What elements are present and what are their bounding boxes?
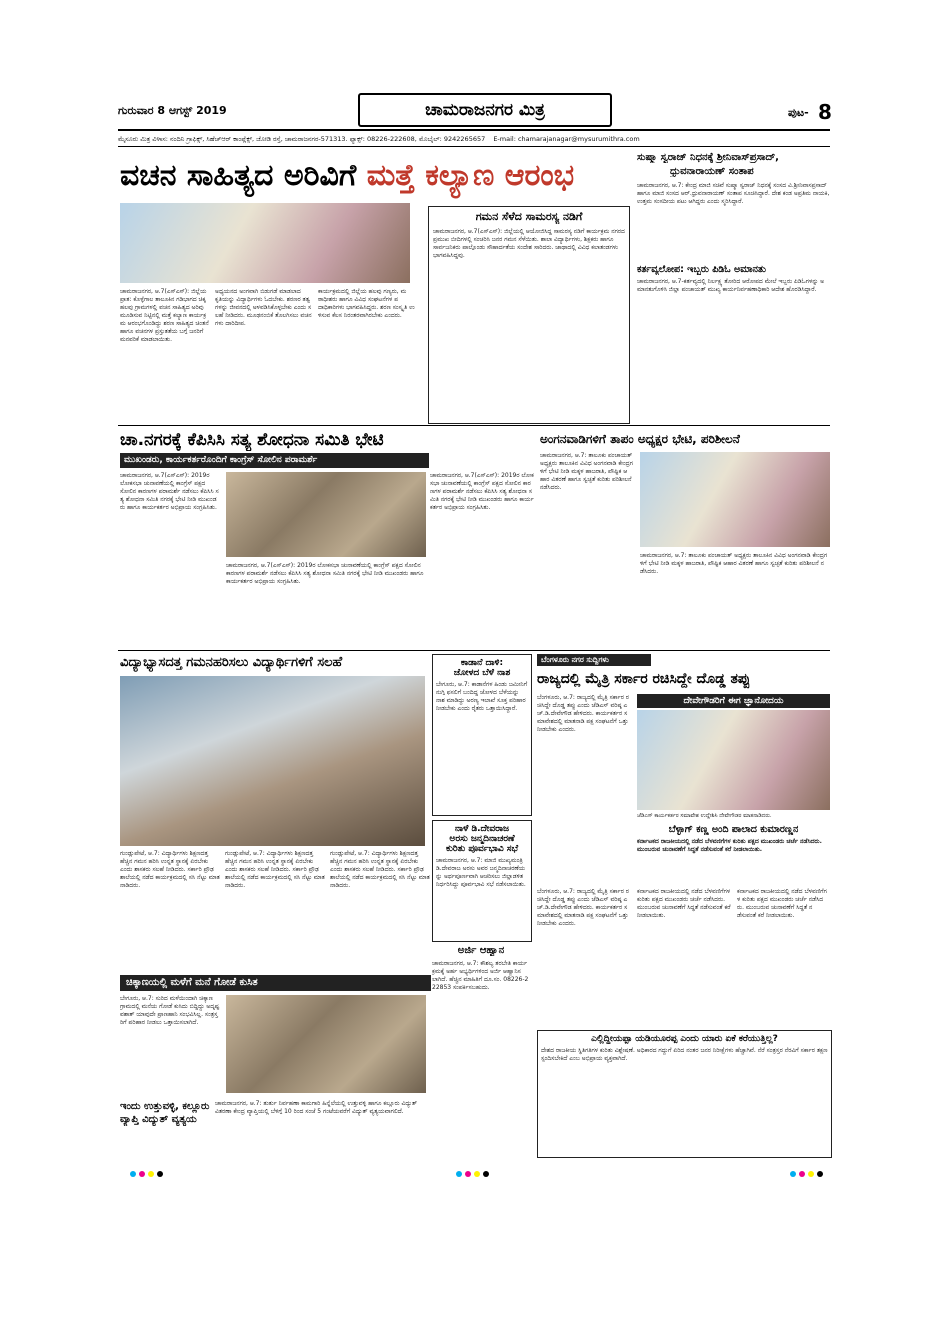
gamana-headline: ಗಮನ ಸೆಳೆದ ಸಾಮರಸ್ಯ ನಡಿಗೆ [475,210,583,223]
anganwadi-body: ಚಾಮರಾಜನಗರ, ಆ.7: ತಾಲೂಕು ಪಂಚಾಯತ್ ಅಧ್ಯಕ್ಷರು ತಾಲೂಕಿನ ವಿವಿಧ ಅಂಗನವಾಡಿ ಕೇಂದ್ರಗಳಿಗೆ ಭೇಟಿ ನೀಡಿ ಮಕ್ಕಳ ಹಾಜರಾತಿ, ಪೌಷ್ಟಿಕ ಆಹಾರ ವಿತರಣೆ ಹಾಗೂ ಸ್ವಚ್ಛತೆ ಕುರಿತು ಪರಿಶೀಲನೆ ನಡೆಸಿದರು. [540,452,634,491]
yaddyurappa-body: ದೇಶದ ರಾಜಕೀಯ ಸ್ಥಿತಿಗತಿಗಳ ಕುರಿತು ವಿಶ್ಲೇಷಣೆ. ಅಧಿಕಾರದ ಗದ್ದುಗೆ ಏರಿದ ನಂತರ ಜನರ ನಿರೀಕ್ಷೆಗಳು ಹೆಚ್ಚಾಗಿವೆ. ನೆರೆ ಸಂತ್ರಸ್ತರ ನೆರವಿಗೆ ಸರ್ಕಾರ ತಕ್ಷಣ ಸ್ಪಂದಿಸಬೇಕಿದೆ ಎಂಬ ಅಭಿಪ್ರಾಯ ವ್ಯಕ್ತವಾಗಿದೆ. [541,1047,828,1062]
kpcc-headline: ಚಾ.ನಗರಕ್ಕೆ ಕೆಪಿಸಿಸಿ ಸತ್ಯ ಶೋಧನಾ ಸಮಿತಿ ಭೇಟಿ [120,430,384,450]
maitri-headline: ರಾಜ್ಯದಲ್ಲಿ ಮೈತ್ರಿ ಸರ್ಕಾರ ರಚಿಸಿದ್ದೇ ದೊಡ್ಡ ತಪ್ಪು [537,671,751,687]
maitri-body: ಬೆಂಗಳೂರು, ಆ.7: ರಾಜ್ಯದಲ್ಲಿ ಮೈತ್ರಿ ಸರ್ಕಾರ ರಚಿಸಿದ್ದೇ ದೊಡ್ಡ ತಪ್ಪು ಎಂದು ಜೆಡಿಎಸ್ ವರಿಷ್ಠ ಎಚ್.ಡಿ.ದೇವೇಗೌಡ ಹೇಳಿದರು. ಕಾರ್ಯಕರ್ತರ ಸಮಾವೇಶದಲ್ಲಿ ಮಾತನಾಡಿ ಪಕ್ಷ ಸಂಘಟನೆಗೆ ಒತ್ತು ನೀಡಬೇಕು ಎಂದರು. [537,694,629,733]
power-body: ಚಾಮರಾಜನಗರ, ಆ.7: ತುರ್ತು ನಿರ್ವಹಣಾ ಕಾಮಗಾರಿ ಹಿನ್ನೆಲೆಯಲ್ಲಿ ಉತ್ತುವಳ್ಳಿ ಹಾಗೂ ಕಲ್ಲೂರು ವಿದ್ಯುತ್ ವಿತರಣಾ ಕೇಂದ್ರ ವ್ಯಾಪ್ತಿಯಲ್ಲಿ ಬೆಳಿಗ್ಗೆ 10 ರಿಂದ ಸಂಜೆ 5 ಗಂಟೆಯವರೆಗೆ ವಿದ್ಯುತ್ ವ್ಯತ್ಯಯವಾಗಲಿದೆ. [215,1100,418,1115]
kadane-body: ಬೇಗೂರು, ಆ.7: ಕಾಡಾನೆಗಳ ಹಿಂಡು ಜಮೀನಿಗೆ ನುಗ್ಗಿ ಫಸಲಿಗೆ ಬಂದಿದ್ದ ಜೋಳದ ಬೆಳೆಯನ್ನು ನಾಶ ಮಾಡಿದ್ದು ಅರಣ್ಯ ಇಲಾಖೆ ಸೂಕ್ತ ಪರಿಹಾರ ನೀಡಬೇಕು ಎಂದು ರೈತರು ಒತ್ತಾಯಿಸಿದ್ದಾರೆ. [436,681,528,712]
kadane-headline: ಜೋಳದ ಬೆಳೆ ನಾಶ [453,668,511,678]
devegowda-subhead: ದೇವೇಗೌಡರಿಗೆ ಈಗ ಜ್ಞಾನೋದಯ [637,694,830,708]
yaddyurappa-box [537,1030,832,1158]
sushma-headline: ಸುಷ್ಮಾ ಸ್ವರಾಜ್ ನಿಧನಕ್ಕೆ ಶ್ರೀನಿವಾಸ್‌ಪ್ರಸಾದ್, [637,152,779,163]
kumaraswamy-body-3: ಕರ್ನಾಟಕದ ರಾಜಕೀಯದಲ್ಲಿ ನಡೆದ ಬೆಳವಣಿಗೆಗಳ ಕುರಿತು ಪಕ್ಷದ ಮುಖಂಡರು ಚರ್ಚೆ ನಡೆಸಿದರು. ಮುಂಬರುವ ಚುನಾವಣೆಗೆ ಸಿದ್ಧತೆ ನಡೆಸುವಂತೆ ಕರೆ ನೀಡಲಾಯಿತು. [737,888,827,919]
arji-body: ಚಾಮರಾಜನಗರ, ಆ.7: ಕೌಶಲ್ಯ ತರಬೇತಿ ಕಾರ್ಯಕ್ರಮಕ್ಕೆ ಅರ್ಹ ಅಭ್ಯರ್ಥಿಗಳಿಂದ ಅರ್ಜಿ ಆಹ್ವಾನಿಸಲಾಗಿದೆ. ಹೆಚ್ಚಿನ ಮಾಹಿತಿಗೆ ದೂ.ಸಂ. 08226-222853 ಸಂಪರ್ಕಿಸಬಹುದು. [432,960,529,991]
sushma-subhead: ಧ್ರುವನಾರಾಯಣ್ ಸಂತಾಪ [670,166,754,177]
students-body: ಗುಂಡ್ಲುಪೇಟೆ, ಆ.7: ವಿದ್ಯಾರ್ಥಿಗಳು ಶಿಕ್ಷಣದತ್ತ ಹೆಚ್ಚಿನ ಗಮನ ಹರಿಸಿ ಉನ್ನತ ಸ್ಥಾನಕ್ಕೆ ಏರಬೇಕು ಎಂದು ಶಾಸಕರು ಸಲಹೆ ನೀಡಿದರು. ಸರ್ಕಾರಿ ಪ್ರೌಢಶಾಲೆಯಲ್ಲಿ ನಡೆದ ಕಾರ್ಯಕ್ರಮದಲ್ಲಿ ಸಸಿ ನೆಟ್ಟು ಮಾತನಾಡಿದರು. [120,850,220,889]
section-rule-1 [118,425,830,426]
maitri-body-2: ಬೆಂಗಳೂರು, ಆ.7: ರಾಜ್ಯದಲ್ಲಿ ಮೈತ್ರಿ ಸರ್ಕಾರ ರಚಿಸಿದ್ದೇ ದೊಡ್ಡ ತಪ್ಪು ಎಂದು ಜೆಡಿಎಸ್ ವರಿಷ್ಠ ಎಚ್.ಡಿ.ದೇವೇಗೌಡ ಹೇಳಿದರು. ಕಾರ್ಯಕರ್ತರ ಸಮಾವೇಶದಲ್ಲಿ ಮಾತನಾಡಿ ಪಕ್ಷ ಸಂಘಟನೆಗೆ ಒತ್ತು ನೀಡಬೇಕು ಎಂದರು. [537,888,629,927]
rain-body: ಬೇಗೂರು, ಆ.7: ಸುರಿದ ಮಳೆಯಿಂದಾಗಿ ಚಿಕ್ಕಾಣ ಗ್ರಾಮದಲ್ಲಿ ಮನೆಯ ಗೋಡೆ ಕುಸಿದು ಬಿದ್ದಿದ್ದು ಅದೃಷ್ಟವಶಾತ್ ಯಾವುದೇ ಪ್ರಾಣಹಾನಿ ಸಂಭವಿಸಿಲ್ಲ. ಸಂತ್ರಸ್ತರಿಗೆ ಪರಿಹಾರ ನೀಡಲು ಒತ್ತಾಯಿಸಲಾಗಿದೆ. [120,995,220,1026]
kpcc-photo [226,472,426,557]
kumaraswamy-headline: ಬೆಳ್ಳಾಗ್ ಕಣ್ಣ ಅಂದಿ ಪಾಲಾದ ಕುಮಾರಣ್ಣನ [668,824,799,835]
devaraj-body: ಚಾಮರಾಜನಗರ, ಆ.7: ಮಾಜಿ ಮುಖ್ಯಮಂತ್ರಿ ಡಿ.ದೇವರಾಜ ಅರಸು ಅವರ ಜನ್ಮದಿನಾಚರಣೆಯನ್ನು ಅರ್ಥಪೂರ್ಣವಾಗಿ ಆಚರಿಸಲು ಜಿಲ್ಲಾಡಳಿತ ನಿರ್ಧರಿಸಿದ್ದು ಪೂರ್ವಭಾವಿ ಸಭೆ ನಡೆಸಲಾಯಿತು. [436,857,526,888]
lead-col2: ಅಧ್ಯಯನದ ಅಂಗವಾಗಿ ಬಿಡುಗಡೆ ಮಾಡಲಾದ ಕೃತಿಯನ್ನು ವಿದ್ಯಾರ್ಥಿಗಳು ಓದಬೇಕು. ಶರಣರ ತತ್ವಗಳನ್ನು ಜೀವನದಲ್ಲಿ ಅಳವಡಿಸಿಕೊಳ್ಳಬೇಕು ಎಂದು ಸಲಹೆ ನೀಡಿದರು. ಮೂಢನಂಬಿಕೆ ತೊಲಗಿಸಲು ವಚನಗಳು ದಾರಿದೀಪ. [215,288,312,327]
power-note: ಇಂದು ಉತ್ತುವಳ್ಳಿ, ಕಲ್ಲೂರು ವ್ಯಾಪ್ತಿ ವಿದ್ಯುತ್ ವ್ಯತ್ಯಯ [120,1101,210,1125]
color-registration-marks-left [130,1162,166,1181]
students-body-3: ಗುಂಡ್ಲುಪೇಟೆ, ಆ.7: ವಿದ್ಯಾರ್ಥಿಗಳು ಶಿಕ್ಷಣದತ್ತ ಹೆಚ್ಚಿನ ಗಮನ ಹರಿಸಿ ಉನ್ನತ ಸ್ಥಾನಕ್ಕೆ ಏರಬೇಕು ಎಂದು ಶಾಸಕರು ಸಲಹೆ ನೀಡಿದರು. ಸರ್ಕಾರಿ ಪ್ರೌಢಶಾಲೆಯಲ್ಲಿ ನಡೆದ ಕಾರ್ಯಕ್ರಮದಲ್ಲಿ ಸಸಿ ನೆಟ್ಟು ಮಾತನಾಡಿದರು. [330,850,430,889]
address-line: ಮೈಸೂರು ಮಿತ್ರ ವಿಳಾಸ: ನಂದಿನಿ ಗ್ರಾಫಿಕ್ಸ್, ಸಿಹೆಚ್‌ಆರ್ ಕಾಂಪ್ಲೆಕ್ಸ್, ಜೋಡಿ ರಸ್ತೆ, ಚಾಮರಾಜನಗರ-571313. ಫ್ಯಾಕ್ಸ್: 08226-222608, ಮೊಬೈಲ್: 9242265657 [118,135,486,143]
arji-headline: ಅರ್ಜಿ ಆಹ್ವಾನ [457,945,505,956]
rain-headline: ಚಿಕ್ಕಾಣಯಲ್ಲಿ ಮಳೆಗೆ ಮನೆ ಗೋಡೆ ಕುಸಿತ [120,975,431,991]
anganwadi-photo [640,452,830,547]
anganwadi-headline: ಅಂಗನವಾಡಿಗಳಿಗೆ ತಾಪಂ ಅಧ್ಯಕ್ಷರ ಭೇಟಿ, ಪರಿಶೀಲನೆ [540,432,740,446]
paper-name-box [358,93,612,127]
masthead-rule [118,129,830,131]
lead-col1: ಚಾಮರಾಜನಗರ, ಆ.7(ಎಸ್‌ಎಸ್): ಜಿಲ್ಲೆಯ ಪ್ರಾತ: ಕೊಳ್ಳೆಗಾಲ ತಾಲೂಕಿನ ಗಡಿಭಾಗದ ಚಿಕ್ಕ ಹಲವು ಗ್ರಾಮಗಳಲ್ಲಿ ವಚನ ಸಾಹಿತ್ಯದ ಅರಿವು ಮೂಡಿಸುವ ನಿಟ್ಟಿನಲ್ಲಿ ಮತ್ತೆ ಕಲ್ಯಾಣ ಕಾರ್ಯಕ್ರಮ ಆರಂಭಗೊಂಡಿದ್ದು ಶರಣ ಸಾಹಿತ್ಯದ ಚಿಂತನೆ ಹಾಗೂ ವಚನಗಳ ಪ್ರಸ್ತುತತೆಯ ಬಗ್ಗೆ ಜನರಿಗೆ ಮನವರಿಕೆ ಮಾಡಲಾಯಿತು. [120,288,209,343]
kpcc-body-2: ಚಾಮರಾಜನಗರ, ಆ.7(ಎಸ್‌ಎಸ್): 2019ರ ಲೋಕಸಭಾ ಚುನಾವಣೆಯಲ್ಲಿ ಕಾಂಗ್ರೆಸ್ ಪಕ್ಷದ ಸೋಲಿನ ಕಾರಣಗಳ ಪರಾಮರ್ಶೆ ನಡೆಸಲು ಕೆಪಿಸಿಸಿ ಸತ್ಯ ಶೋಧನಾ ಸಮಿತಿ ನಗರಕ್ಕೆ ಭೇಟಿ ನೀಡಿ ಮುಖಂಡರು ಹಾಗೂ ಕಾರ್ಯಕರ್ತರ ಅಭಿಪ್ರಾಯ ಸಂಗ್ರಹಿಸಿತು. [226,562,424,585]
anganwadi-body-2: ಚಾಮರಾಜನಗರ, ಆ.7: ತಾಲೂಕು ಪಂಚಾಯತ್ ಅಧ್ಯಕ್ಷರು ತಾಲೂಕಿನ ವಿವಿಧ ಅಂಗನವಾಡಿ ಕೇಂದ್ರಗಳಿಗೆ ಭೇಟಿ ನೀಡಿ ಮಕ್ಕಳ ಹಾಜರಾತಿ, ಪೌಷ್ಟಿಕ ಆಹಾರ ವಿತರಣೆ ಹಾಗೂ ಸ್ವಚ್ಛತೆ ಕುರಿತು ಪರಿಶೀಲನೆ ನಡೆಸಿದರು. [640,552,828,575]
devaraj-headline: ಅರಸು ಜನ್ಮದಿನಾಚರಣೆ [449,834,515,844]
bengaluru-tag: ಬೆಂಗಳೂರು ನಗರ ಸುದ್ದಿಗಳು [537,654,651,666]
section-rule-2 [118,650,830,651]
devegowda-caption: ಜೆಡಿಎಸ್ ಕಾರ್ಯಕರ್ತರ ಸಮಾವೇಶ ಉದ್ದೇಶಿಸಿ ದೇವೇಗೌಡರ ಮಾತನಾಡಿದರು. [637,813,772,819]
page-number: 8 [818,100,832,124]
lead-photo [120,203,410,283]
students-headline: ವಿದ್ಯಾಭ್ಯಾಸದತ್ತ ಗಮನಹರಿಸಲು ವಿದ್ಯಾರ್ಥಿಗಳಿಗೆ ಸಲಹೆ [120,655,343,670]
kadane-box [432,654,532,816]
students-body-2: ಗುಂಡ್ಲುಪೇಟೆ, ಆ.7: ವಿದ್ಯಾರ್ಥಿಗಳು ಶಿಕ್ಷಣದತ್ತ ಹೆಚ್ಚಿನ ಗಮನ ಹರಿಸಿ ಉನ್ನತ ಸ್ಥಾನಕ್ಕೆ ಏರಬೇಕು ಎಂದು ಶಾಸಕರು ಸಲಹೆ ನೀಡಿದರು. ಸರ್ಕಾರಿ ಪ್ರೌಢಶಾಲೆಯಲ್ಲಿ ನಡೆದ ಕಾರ್ಯಕ್ರಮದಲ್ಲಿ ಸಸಿ ನೆಟ್ಟು ಮಾತನಾಡಿದರು. [225,850,325,889]
rain-photo [226,995,426,1093]
lead-headline-part1: ವಚನ ಸಾಹಿತ್ಯದ ಅರಿವಿಗೆ [120,158,357,193]
color-registration-marks-right [790,1162,826,1181]
email-line: E-mail: chamarajanagar@mysurumithra.com [493,135,640,143]
pdo-headline: ಕರ್ತವ್ಯಲೋಪ: ಇಬ್ಬರು ಪಿಡಿಓ ಅಮಾನತು [637,264,766,275]
lead-headline [120,153,630,199]
color-registration-marks-center [456,1162,492,1181]
page-label: ಪುಟ- [788,106,809,119]
kumaraswamy-body-2: ಕರ್ನಾಟಕದ ರಾಜಕೀಯದಲ್ಲಿ ನಡೆದ ಬೆಳವಣಿಗೆಗಳ ಕುರಿತು ಪಕ್ಷದ ಮುಖಂಡರು ಚರ್ಚೆ ನಡೆಸಿದರು. ಮುಂಬರುವ ಚುನಾವಣೆಗೆ ಸಿದ್ಧತೆ ನಡೆಸುವಂತೆ ಕರೆ ನೀಡಲಾಯಿತು. [637,888,731,919]
lead-col3: ಕಾರ್ಯಕ್ರಮದಲ್ಲಿ ಜಿಲ್ಲೆಯ ಹಲವು ಗಣ್ಯರು, ಮಠಾಧೀಶರು ಹಾಗೂ ವಿವಿಧ ಸಂಘಟನೆಗಳ ಪದಾಧಿಕಾರಿಗಳು ಭಾಗವಹಿಸಿದ್ದರು. ಶರಣ ಸಂಸ್ಕೃತಿ ಉಳಿಸುವ ಕೆಲಸ ನಿರಂತರವಾಗಿರಬೇಕು ಎಂದರು. [318,288,415,319]
devaraj-box [432,820,532,942]
kpcc-body-3: ಚಾಮರಾಜನಗರ, ಆ.7(ಎಸ್‌ಎಸ್): 2019ರ ಲೋಕಸಭಾ ಚುನಾವಣೆಯಲ್ಲಿ ಕಾಂಗ್ರೆಸ್ ಪಕ್ಷದ ಸೋಲಿನ ಕಾರಣಗಳ ಪರಾಮರ್ಶೆ ನಡೆಸಲು ಕೆಪಿಸಿಸಿ ಸತ್ಯ ಶೋಧನಾ ಸಮಿತಿ ನಗರಕ್ಕೆ ಭೇಟಿ ನೀಡಿ ಮುಖಂಡರು ಹಾಗೂ ಕಾರ್ಯಕರ್ತರ ಅಭಿಪ್ರಾಯ ಸಂಗ್ರಹಿಸಿತು. [430,472,534,511]
kadane-kicker: ಕಾಡಾನೆ ದಾಳಿ: [460,658,504,668]
yaddyurappa-headline: ಎಲ್ಲಿದ್ದೀಯಪ್ಪಾ ಯಡಿಯೂರಪ್ಪ ಎಂದು ಯಾರು ಏಕೆ ಕರೆಯುತ್ತಿಲ್ಲ? [591,1034,778,1044]
kpcc-subhead: ಮುಖಂಡರು, ಕಾರ್ಯಕರ್ತರೊಂದಿಗೆ ಕಾಂಗ್ರೆಸ್ ಸೋಲಿನ ಪರಾಮರ್ಶೆ [120,453,429,468]
kumaraswamy-body: ಕರ್ನಾಟಕದ ರಾಜಕೀಯದಲ್ಲಿ ನಡೆದ ಬೆಳವಣಿಗೆಗಳ ಕುರಿತು ಪಕ್ಷದ ಮುಖಂಡರು ಚರ್ಚೆ ನಡೆಸಿದರು. ಮುಂಬರುವ ಚುನಾವಣೆಗೆ ಸಿದ್ಧತೆ ನಡೆಸುವಂತೆ ಕರೆ ನೀಡಲಾಯಿತು. [637,838,822,853]
info-line [118,133,830,145]
sushma-body: ಚಾಮರಾಜನಗರ, ಆ.7: ಕೇಂದ್ರ ಮಾಜಿ ಸಚಿವೆ ಸುಷ್ಮಾ ಸ್ವರಾಜ್ ನಿಧನಕ್ಕೆ ಸಂಸದ ವಿ.ಶ್ರೀನಿವಾಸಪ್ರಸಾದ್ ಹಾಗೂ ಮಾಜಿ ಸಂಸದ ಆರ್.ಧ್ರುವನಾರಾಯಣ್ ಸಂತಾಪ ಸೂಚಿಸಿದ್ದಾರೆ. ದೇಶ ಕಂಡ ಅಪ್ರತಿಮ ನಾಯಕಿ, ಉತ್ತಮ ಸಂಸದೀಯ ಪಟು ಆಗಿದ್ದರು ಎಂದು ಸ್ಮರಿಸಿದ್ದಾರೆ. [637,182,830,205]
lead-headline-part2: ಮತ್ತೆ ಕಲ್ಯಾಣ ಆರಂಭ [366,158,575,193]
paper-name: ಚಾಮರಾಜನಗರ ಮಿತ್ರ [425,100,545,120]
pdo-body: ಚಾಮರಾಜನಗರ, ಆ.7-ಕರ್ತವ್ಯದಲ್ಲಿ ನಿರ್ಲಕ್ಷ್ಯ ತೋರಿದ ಆರೋಪದ ಮೇಲೆ ಇಬ್ಬರು ಪಿಡಿಓಗಳನ್ನು ಅಮಾನತುಗೊಳಿಸಿ ಜಿಲ್ಲಾ ಪಂಚಾಯತ್ ಮುಖ್ಯ ಕಾರ್ಯನಿರ್ವಹಣಾಧಿಕಾರಿ ಆದೇಶ ಹೊರಡಿಸಿದ್ದಾರೆ. [637,278,825,293]
devegowda-photo [637,710,830,810]
issue-date: ಗುರುವಾರ 8 ಆಗಸ್ಟ್ 2019 [118,104,227,117]
info-rule [118,146,830,147]
gamana-body: ಚಾಮರಾಜನಗರ, ಆ.7(ಎಸ್‌ಎಸ್): ಜಿಲ್ಲೆಯಲ್ಲಿ ಆಯೋಜಿಸಿದ್ದ ಸಾಮರಸ್ಯ ನಡಿಗೆ ಕಾರ್ಯಕ್ರಮ ನಗರದ ಪ್ರಮುಖ ಬೀದಿಗಳಲ್ಲಿ ಸಂಚರಿಸಿ ಜನರ ಗಮನ ಸೆಳೆಯಿತು. ಶಾಲಾ ವಿದ್ಯಾರ್ಥಿಗಳು, ಶಿಕ್ಷಕರು ಹಾಗೂ ಸಾರ್ವಜನಿಕರು ಪಾಲ್ಗೊಂಡು ಸೌಹಾರ್ದತೆಯ ಸಂದೇಶ ಸಾರಿದರು. ಜಾಥಾದಲ್ಲಿ ವಿವಿಧ ಕಲಾತಂಡಗಳು ಭಾಗವಹಿಸಿದ್ದವು. [433,228,625,259]
devaraj-kicker: ನಾಳೆ ಡಿ.ದೇವರಾಜ [454,824,510,834]
students-photo [120,676,425,846]
kpcc-body: ಚಾಮರಾಜನಗರ, ಆ.7(ಎಸ್‌ಎಸ್): 2019ರ ಲೋಕಸಭಾ ಚುನಾವಣೆಯಲ್ಲಿ ಕಾಂಗ್ರೆಸ್ ಪಕ್ಷದ ಸೋಲಿನ ಕಾರಣಗಳ ಪರಾಮರ್ಶೆ ನಡೆಸಲು ಕೆಪಿಸಿಸಿ ಸತ್ಯ ಶೋಧನಾ ಸಮಿತಿ ನಗರಕ್ಕೆ ಭೇಟಿ ನೀಡಿ ಮುಖಂಡರು ಹಾಗೂ ಕಾರ್ಯಕರ್ತರ ಅಭಿಪ್ರಾಯ ಸಂಗ್ರಹಿಸಿತು. [120,472,219,511]
devaraj-subhead: ಕುರಿತು ಪೂರ್ವಭಾವಿ ಸಭೆ [445,844,519,854]
gamana-box [428,206,630,424]
